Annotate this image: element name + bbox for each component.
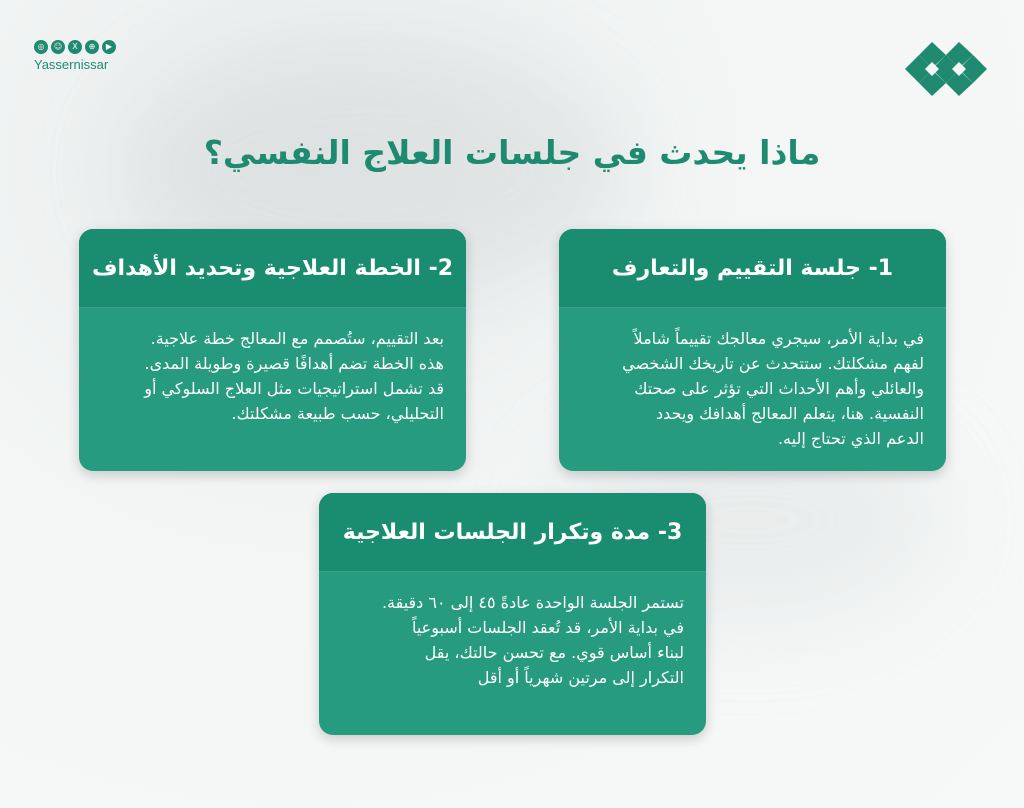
globe-icon[interactable]: ⊕ — [85, 40, 99, 54]
youtube-icon[interactable]: ▶ — [102, 40, 116, 54]
card-line: تستمر الجلسة الواحدة عادةً ٤٥ إلى ٦٠ دقيقة. — [381, 593, 684, 612]
card-line: والعائلي وأهم الأحداث التي تؤثر على صحتك — [634, 379, 924, 398]
card-heading: 1- جلسة التقييم والتعارف — [559, 229, 946, 308]
card-line: التحليلي، حسب طبيعة مشكلتك. — [231, 404, 444, 423]
card-line: الدعم الذي تحتاج إليه. — [777, 429, 924, 448]
card-body — [319, 572, 706, 700]
card-body — [79, 308, 466, 436]
card-line: لبناء أساس قوي. مع تحسن حالتك، يقل — [424, 643, 684, 662]
social-icons — [34, 40, 116, 54]
card-session-frequency — [319, 493, 706, 735]
card-line: قد تشمل استراتيجيات مثل العلاج السلوكي أو — [144, 379, 444, 398]
card-line: التكرار إلى مرتين شهرياً أو أقل — [477, 668, 684, 687]
brand-logo-icon — [905, 38, 987, 100]
card-line: بعد التقييم، ستُصمم مع المعالج خطة علاجية. — [150, 329, 444, 348]
card-treatment-plan — [79, 229, 466, 471]
snapchat-icon[interactable]: ☺ — [51, 40, 65, 54]
card-heading: 3- مدة وتكرار الجلسات العلاجية — [319, 493, 706, 572]
card-line: في بداية الأمر، قد تُعقد الجلسات أسبوعياً — [411, 618, 684, 637]
card-line: في بداية الأمر، سيجري معالجك تقييماً شاملاً — [633, 329, 924, 348]
x-icon[interactable]: X — [68, 40, 82, 54]
instagram-icon[interactable]: ◎ — [34, 40, 48, 54]
card-line: النفسية. هنا، يتعلم المعالج أهدافك ويحدد — [656, 404, 924, 423]
brand-handle: Yassernissar — [34, 57, 109, 72]
card-line: هذه الخطة تضم أهدافًا قصيرة وطويلة المدى. — [144, 354, 444, 373]
card-line: لفهم مشكلتك. ستتحدث عن تاريخك الشخصي — [622, 354, 924, 373]
page-title: ماذا يحدث في جلسات العلاج النفسي؟ — [203, 133, 821, 172]
card-heading: 2- الخطة العلاجية وتحديد الأهداف — [79, 229, 466, 308]
card-assessment — [559, 229, 946, 471]
card-body — [559, 308, 946, 461]
